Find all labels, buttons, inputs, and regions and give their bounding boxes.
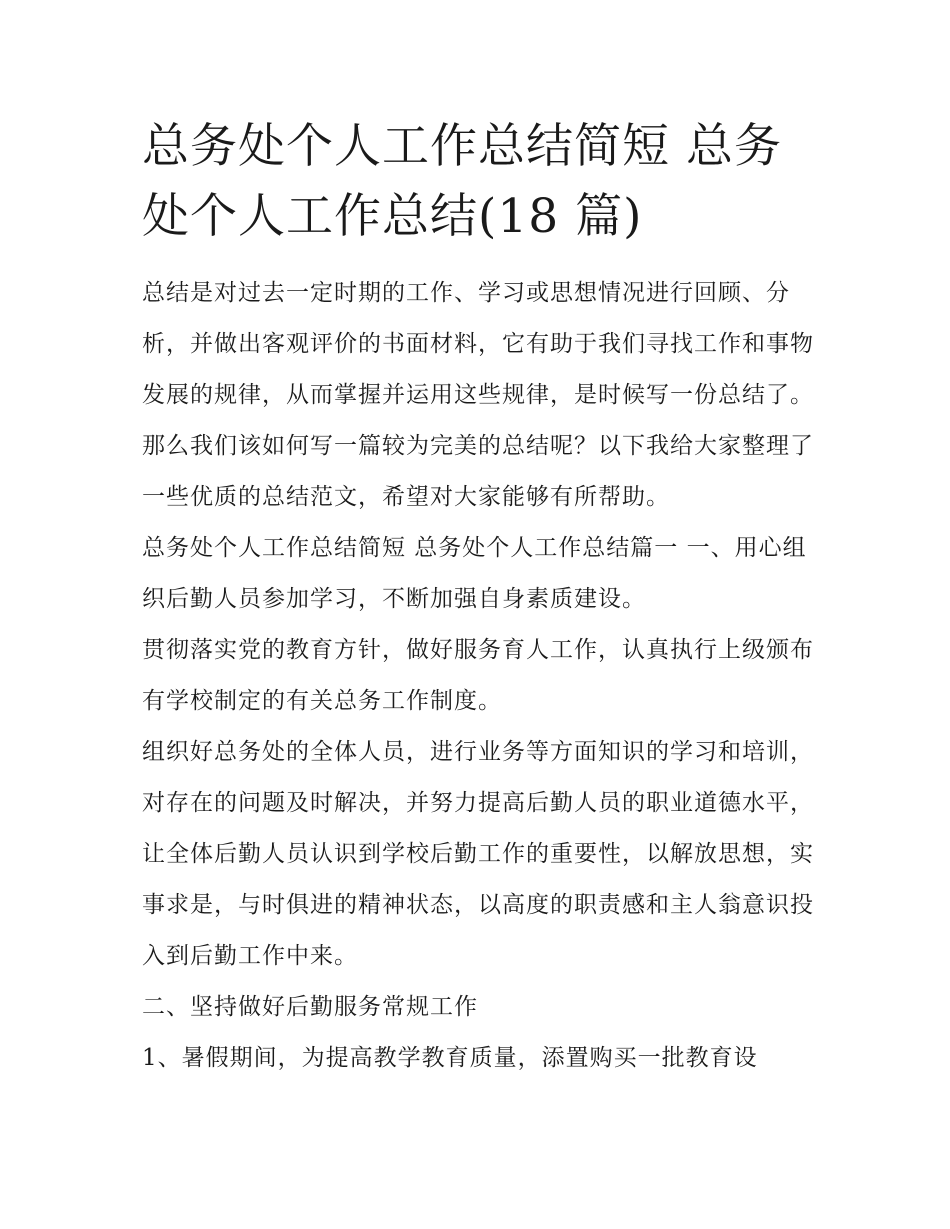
paragraph-section-two-heading: 二、坚持做好后勤服务常规工作 [142, 994, 478, 1020]
paragraph-intro: 总结是对过去一定时期的工作、学习或思想情况进行回顾、分析，并做出客观评价的书面材料，它有助于我们寻找工作和事物发展的规律，从而掌握并运用这些规律，是时候写一份总结了。那么我们该如何写一篇较为完美的总结呢？以下我给大家整理了一些优质的总结范文，希望对大家能够有所帮助。 [142, 280, 814, 510]
document-title: 总务处个人工作总结简短 总务处个人工作总结(18 篇) [142, 119, 782, 244]
paragraph-section-one-heading: 总务处个人工作总结简短 总务处个人工作总结篇一 一、用心组织后勤人员参加学习，不断加强自身素质建设。 [142, 535, 807, 612]
paragraph-item-one: 1、暑假期间，为提高教学教育质量，添置购买一批教育设 [142, 1045, 758, 1071]
title-spacer [142, 252, 822, 268]
document-body [142, 112, 822, 1084]
paragraph-policy: 贯彻落实党的教育方针，做好服务育人工作，认真执行上级颁布有学校制定的有关总务工作制度。 [142, 637, 814, 714]
paragraph-staff-training: 组织好总务处的全体人员，进行业务等方面知识的学习和培训，对存在的问题及时解决，并努力提高后勤人员的职业道德水平，让全体后勤人员认识到学校后勤工作的重要性，以解放思想，实事求是，与时俱进的精神状态，以高度的职责感和主人翁意识投入到后勤工作中来。 [142, 739, 814, 969]
